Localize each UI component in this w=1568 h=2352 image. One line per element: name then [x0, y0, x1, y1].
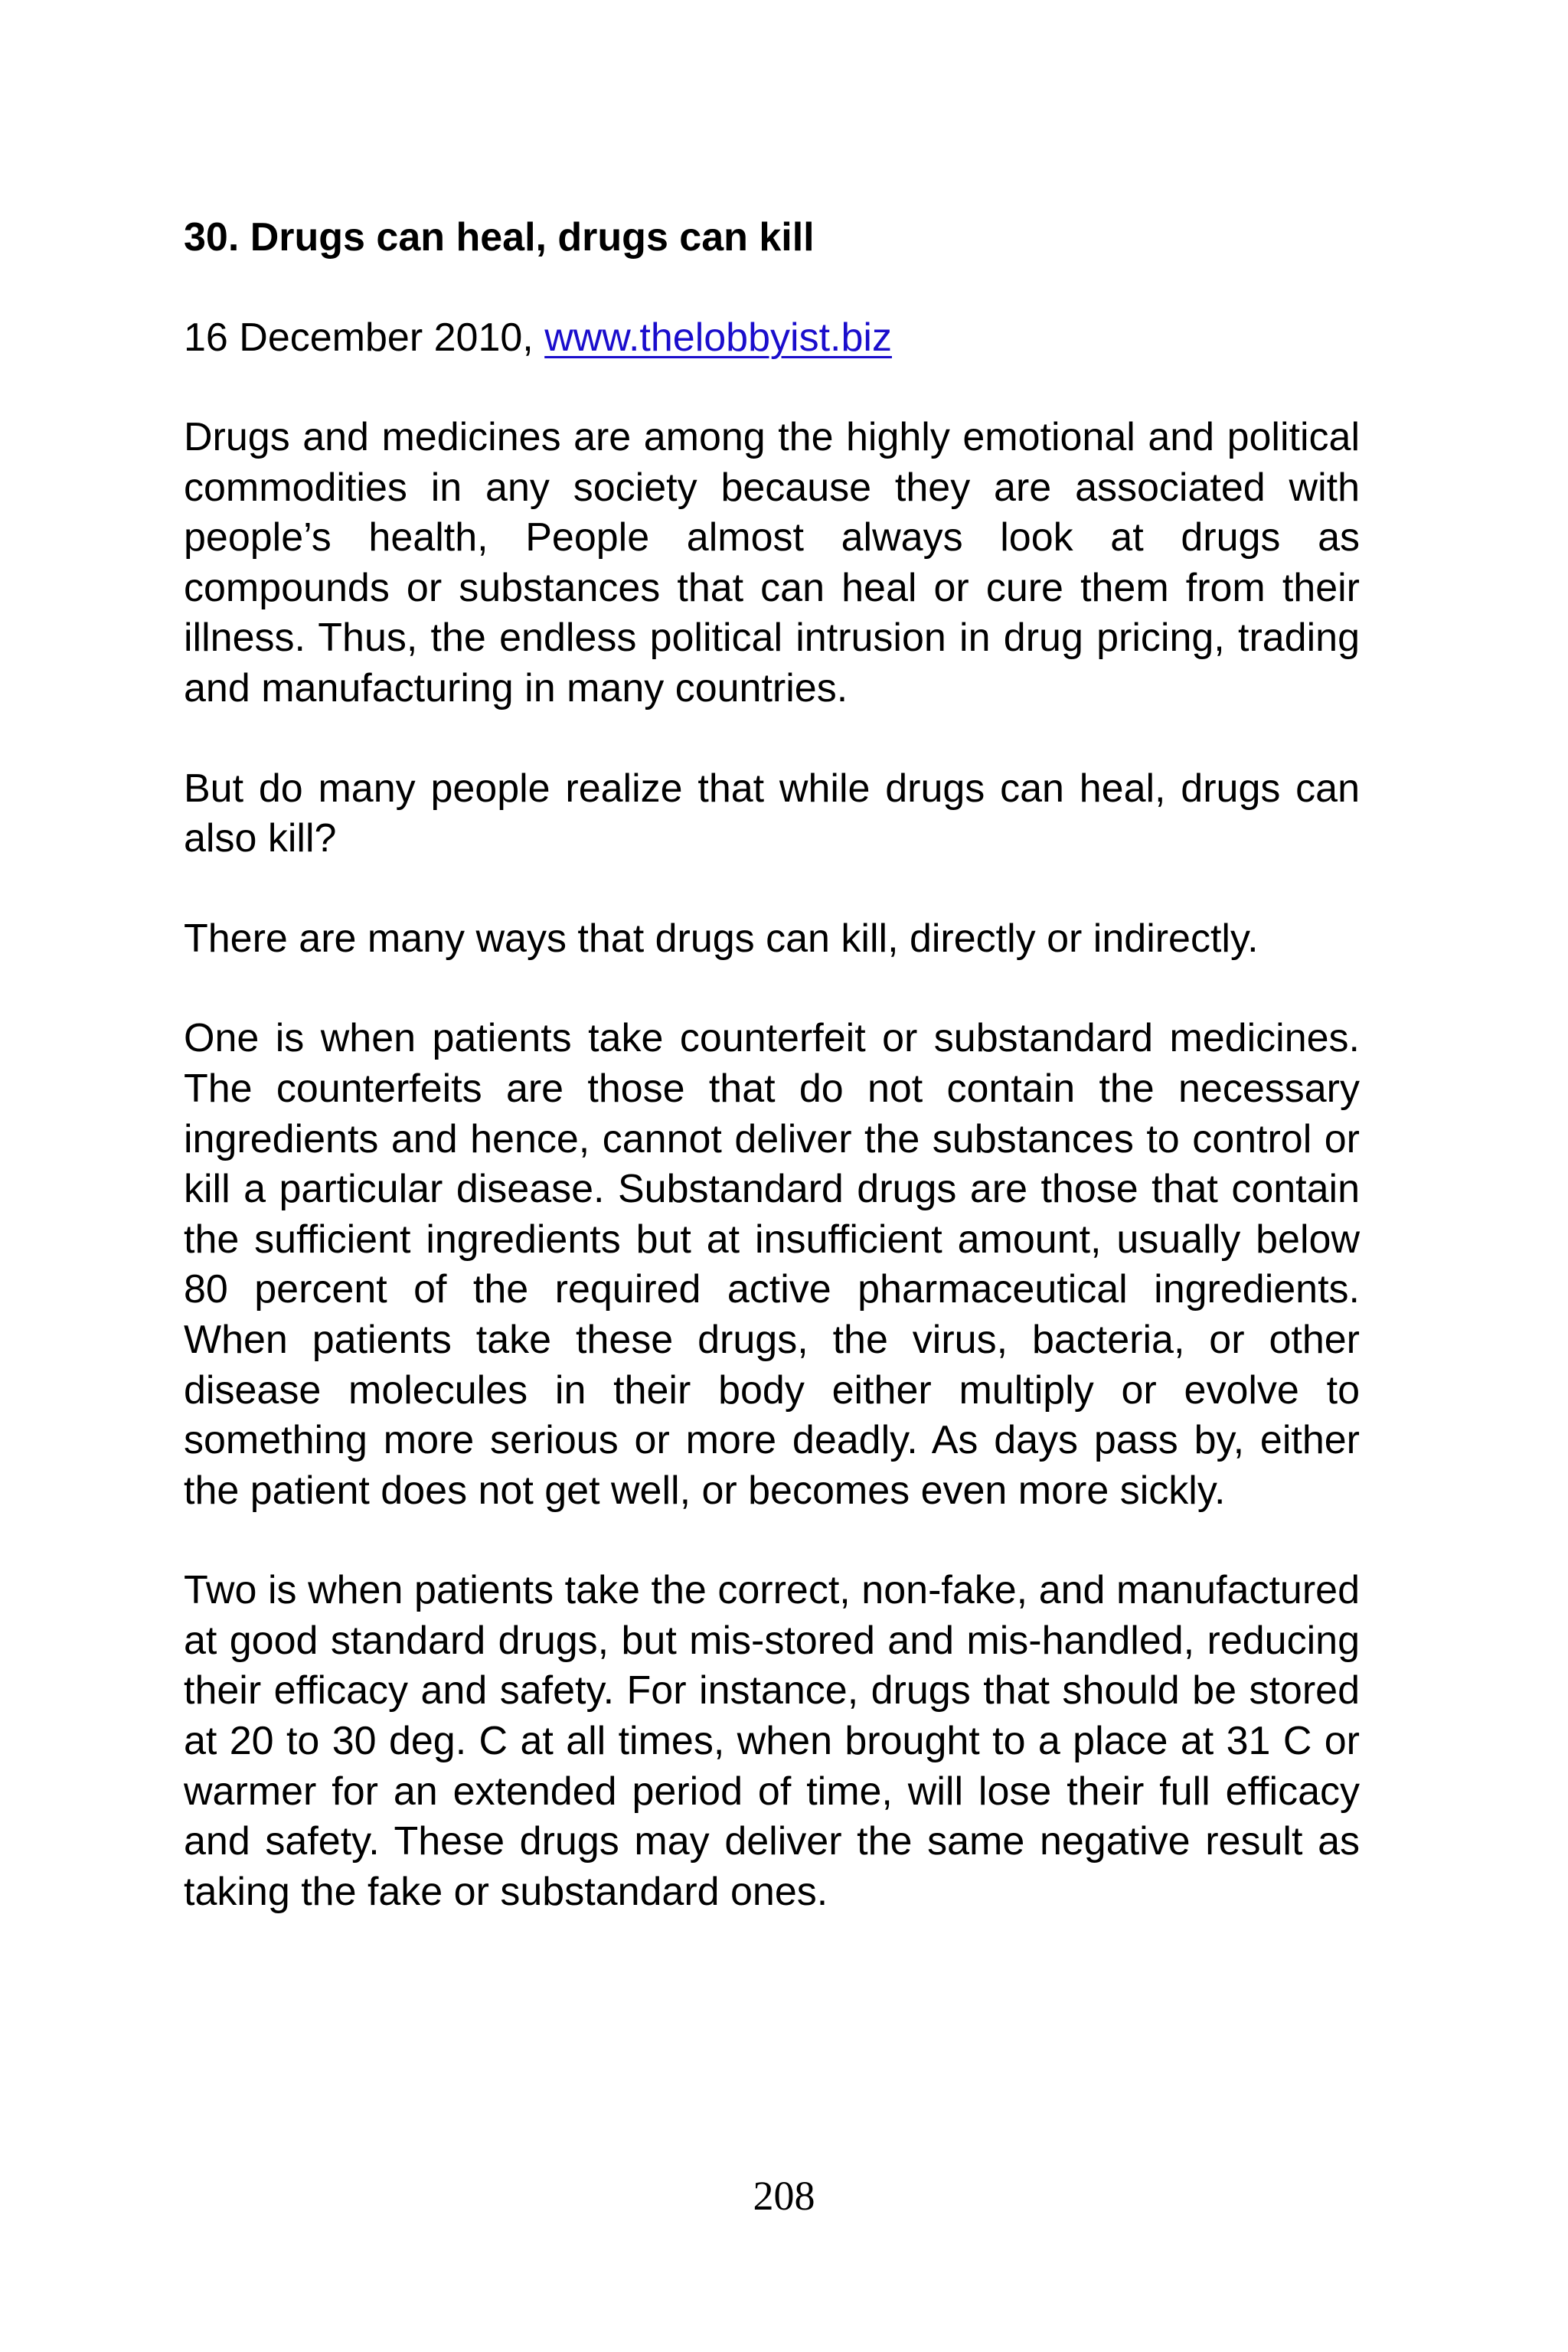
page-number: 208	[753, 2173, 815, 2219]
paragraph-intro: Drugs and medicines are among the highly emotional and political commodities in any society because they are associated with people’s health, People almost always look at drugs as compounds or substances that can heal or cure them from their illness. Thus, the endless political intrusion in drug pricing, trading and manufacturing in many countries.	[184, 415, 1360, 710]
article-dateline	[184, 312, 1360, 363]
paragraph-mishandled: Two is when patients take the correct, non-fake, and manufactured at good standard drugs, but mis-stored and mis-handled, reducing their efficacy and safety. For instance, drugs that should be stored at 20 to 30 deg. C at all times, when brought to a place at 31 C or warmer for an extended period of time, will lose their full efficacy and safety. These drugs may deliver the same negative result as taking the fake or substandard ones.	[184, 1568, 1360, 1914]
source-link[interactable]: www.thelobbyist.biz	[544, 315, 892, 360]
article-body	[184, 212, 1360, 1917]
paragraph-ways: There are many ways that drugs can kill, directly or indirectly.	[184, 916, 1259, 961]
paragraph-question: But do many people realize that while drugs can heal, drugs can also kill?	[184, 766, 1360, 861]
paragraph-counterfeit: One is when patients take counterfeit or substandard medicines. The counterfeits are those that do not contain the necessary ingredients and hence, cannot deliver the substances to control or kill a particular disease. Substandard drugs are those that contain the sufficient ingredients but at insufficient amount, usually below 80 percent of the required active pharmaceutical ingredients. When patients take these drugs, the virus, bacteria, or other disease molecules in their body either multiply or evolve to something more serious or more deadly. As days pass by, either the patient does not get well, or becomes even more sickly.	[184, 1016, 1360, 1513]
article-title: 30. Drugs can heal, drugs can kill	[184, 215, 815, 260]
article-date: 16 December 2010,	[184, 315, 545, 360]
